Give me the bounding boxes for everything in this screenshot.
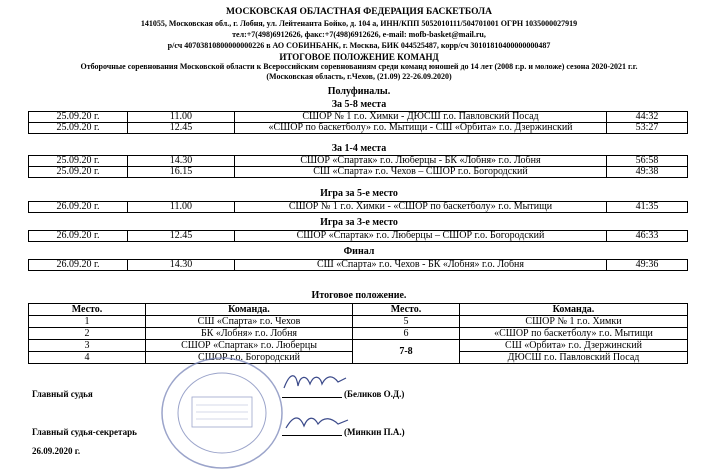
secretary-name: (Минкин П.А.)	[344, 427, 405, 437]
standings-header-row	[29, 304, 688, 316]
seal-stamp	[158, 355, 286, 471]
game-match: СШОР «Спартак» г.о. Люберцы - БК «Лобня» г.о. Лобня	[235, 156, 607, 167]
secretary-signature-line	[282, 435, 342, 436]
game-date: 25.09.20 г.	[29, 156, 128, 167]
standings-row	[29, 328, 688, 340]
standings-row	[29, 340, 688, 352]
section-semifinals: Полуфиналы.	[327, 86, 391, 97]
col-team-right: Команда.	[460, 304, 688, 316]
place: 2	[29, 328, 146, 340]
game-time: 16.15	[128, 167, 235, 178]
col-place-right: Место.	[353, 304, 460, 316]
section-final: Финал	[343, 246, 375, 257]
game-match: СШ «Спарта» г.о. Чехов – СШОР г.о. Богородский	[235, 167, 607, 178]
document-title: ИТОГОВОЕ ПОЛОЖЕНИЕ КОМАНД	[279, 52, 439, 62]
place: 5	[353, 316, 460, 328]
standings-table	[28, 303, 688, 364]
chief-judge-signature-line	[282, 397, 342, 398]
place: 4	[29, 352, 146, 364]
game-row	[29, 202, 688, 213]
place: 7-8	[353, 340, 460, 364]
game-row	[29, 231, 688, 242]
game-row	[29, 156, 688, 167]
competition-name: Отборочные соревнования Московской области к Всероссийским соревнованиям среди команд юношей до 14 лет (2008 г.р. и моложе) сезона 2020-2021 г.г.	[80, 62, 638, 71]
game-date: 26.09.20 г.	[29, 202, 128, 213]
game-date: 25.09.20 г.	[29, 112, 128, 123]
game-date: 26.09.20 г.	[29, 260, 128, 271]
game-date: 25.09.20 г.	[29, 123, 128, 134]
federation-contacts: тел:+7(498)6912626, факс:+7(498)6912626, e-mail: mofb-basket@mail.ru,	[232, 30, 486, 39]
game-score: 46:33	[607, 231, 688, 242]
game-match: «СШОР по баскетболу» г.о. Мытищи - СШ «Орбита» г.о. Дзержинский	[235, 123, 607, 134]
team: СШОР г.о. Богородский	[146, 352, 353, 364]
games-table-final	[28, 259, 688, 271]
game-score: 41:35	[607, 202, 688, 213]
game-row	[29, 260, 688, 271]
section-places-1-4: За 1-4 места	[331, 143, 387, 154]
game-time: 12.45	[128, 123, 235, 134]
chief-judge-label: Главный судья	[32, 389, 93, 399]
game-date: 26.09.20 г.	[29, 231, 128, 242]
secretary-signature	[282, 412, 352, 434]
game-match: СШОР № 1 г.о. Химки - «СШОР по баскетболу» г.о. Мытищи	[235, 202, 607, 213]
standings-row	[29, 316, 688, 328]
game-score: 53:27	[607, 123, 688, 134]
competition-venue: (Московская область, г.Чехов, (21.09) 22-26.09.2020)	[266, 72, 452, 81]
game-time: 14.30	[128, 156, 235, 167]
team: ДЮСШ г.о. Павловский Посад	[460, 352, 688, 364]
games-table-5th	[28, 201, 688, 213]
game-match: СШ «Спарта» г.о. Чехов - БК «Лобня» г.о. Лобня	[235, 260, 607, 271]
section-places-5-8: За 5-8 места	[331, 99, 387, 110]
chief-judge-name: (Беликов О.Д.)	[344, 389, 405, 399]
team: БК «Лобня» г.о. Лобня	[146, 328, 353, 340]
game-score: 44:32	[607, 112, 688, 123]
secretary-label: Главный судья-секретарь	[32, 427, 137, 437]
game-time: 11.00	[128, 112, 235, 123]
game-row	[29, 123, 688, 134]
game-score: 49:38	[607, 167, 688, 178]
col-place-left: Место.	[29, 304, 146, 316]
place: 1	[29, 316, 146, 328]
col-team-left: Команда.	[146, 304, 353, 316]
team: СШ «Орбита» г.о. Дзержинский	[460, 340, 688, 352]
document-date: 26.09.2020 г.	[32, 446, 81, 456]
game-row	[29, 112, 688, 123]
game-date: 25.09.20 г.	[29, 167, 128, 178]
game-row	[29, 167, 688, 178]
standings-title: Итоговое положение.	[311, 290, 407, 301]
federation-address: 141055, Московская обл., г. Лобня, ул. Лейтенанта Бойко, д. 104 а, ИНН/КПП 5052010111/504701001 ОГРН 1035000027919	[140, 19, 578, 28]
section-game-5th: Игра за 5-е место	[320, 188, 398, 199]
team: СШОР № 1 г.о. Химки	[460, 316, 688, 328]
chief-judge-signature	[280, 368, 350, 396]
section-game-3rd: Игра за 3-е место	[320, 217, 398, 228]
federation-bank-details: р/сч 40703810800000000226 в АО СОБИНБАНК, г. Москва, БИК 044525487, корр/сч 30101810400000000487	[167, 41, 551, 50]
team: СШОР «Спартак» г.о. Люберцы	[146, 340, 353, 352]
team: «СШОР по баскетболу» г.о. Мытищи	[460, 328, 688, 340]
game-time: 11.00	[128, 202, 235, 213]
place: 3	[29, 340, 146, 352]
game-score: 49:36	[607, 260, 688, 271]
game-time: 14.30	[128, 260, 235, 271]
game-time: 12.45	[128, 231, 235, 242]
games-table-3rd	[28, 230, 688, 242]
game-match: СШОР № 1 г.о. Химки - ДЮСШ г.о. Павловский Посад	[235, 112, 607, 123]
games-table-5-8	[28, 111, 688, 134]
game-match: СШОР «Спартак» г.о. Люберцы – СШОР г.о. Богородский	[235, 231, 607, 242]
federation-title: МОСКОВСКАЯ ОБЛАСТНАЯ ФЕДЕРАЦИЯ БАСКЕТБОЛА	[225, 7, 492, 17]
games-table-1-4	[28, 155, 688, 178]
game-score: 56:58	[607, 156, 688, 167]
place: 6	[353, 328, 460, 340]
team: СШ «Спарта» г.о. Чехов	[146, 316, 353, 328]
